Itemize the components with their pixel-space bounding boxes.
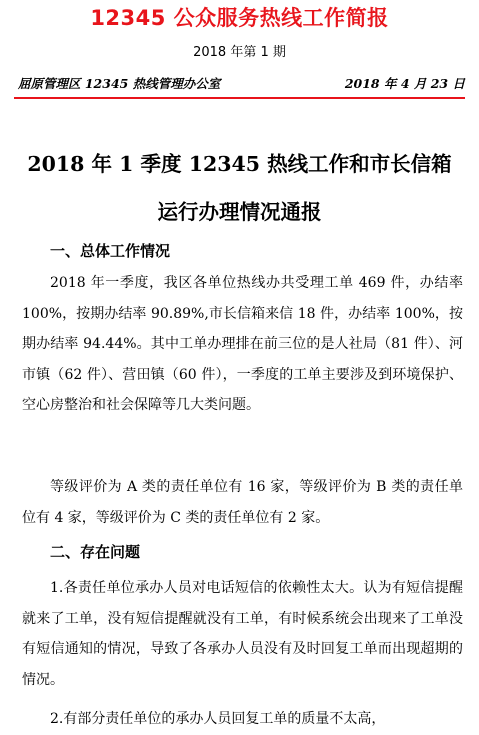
paragraph-overview-ratings: 等级评价为 A 类的责任单位有 16 家，等级评价为 B 类的责任单位有 4 家，等级评价为 C 类的责任单位有 2 家。	[22, 479, 463, 526]
issuing-office: 屈原管理区 12345 热线管理办公室	[18, 76, 221, 91]
bulletin-masthead: 12345 公众服务热线工作简报	[90, 6, 389, 30]
header-divider	[14, 97, 465, 99]
issue-date: 2018 年 4 月 23 日	[344, 76, 465, 91]
paragraph-overview-stats: 2018 年一季度，我区各单位热线办共受理工单 469 件，办结率 100%，按期办结率 90.89%,市长信箱来信 18 件，办结率 100%，按期办结率 94.44%。其中工单办理排在前三位的是人社局（81 件）、河市镇（62 件）、营田镇（60 件），一季度的工单主要涉及到环境保护、空心房整治和社会保障等几大类问题。	[22, 275, 463, 414]
section-heading-problems: 二、存在问题	[50, 543, 141, 561]
document-title-line-2: 运行办理情况通报	[157, 200, 322, 224]
issue-number: 2018 年第 1 期	[193, 45, 286, 60]
paragraph-problem-1: 1.各责任单位承办人员对电话短信的依赖性太大。认为有短信提醒就来了工单，没有短信提醒就没有工单，有时候系统会出现来了工单没有短信通知的情况，导致了各承办人员没有及时回复工单而出现超期的情况。	[22, 580, 463, 688]
section-heading-overview: 一、总体工作情况	[50, 242, 171, 260]
paragraph-problem-2: 2.有部分责任单位的承办人员回复工单的质量不太高，	[50, 711, 386, 727]
document-title-line-1: 2018 年 1 季度 12345 热线工作和市长信箱	[27, 152, 452, 176]
